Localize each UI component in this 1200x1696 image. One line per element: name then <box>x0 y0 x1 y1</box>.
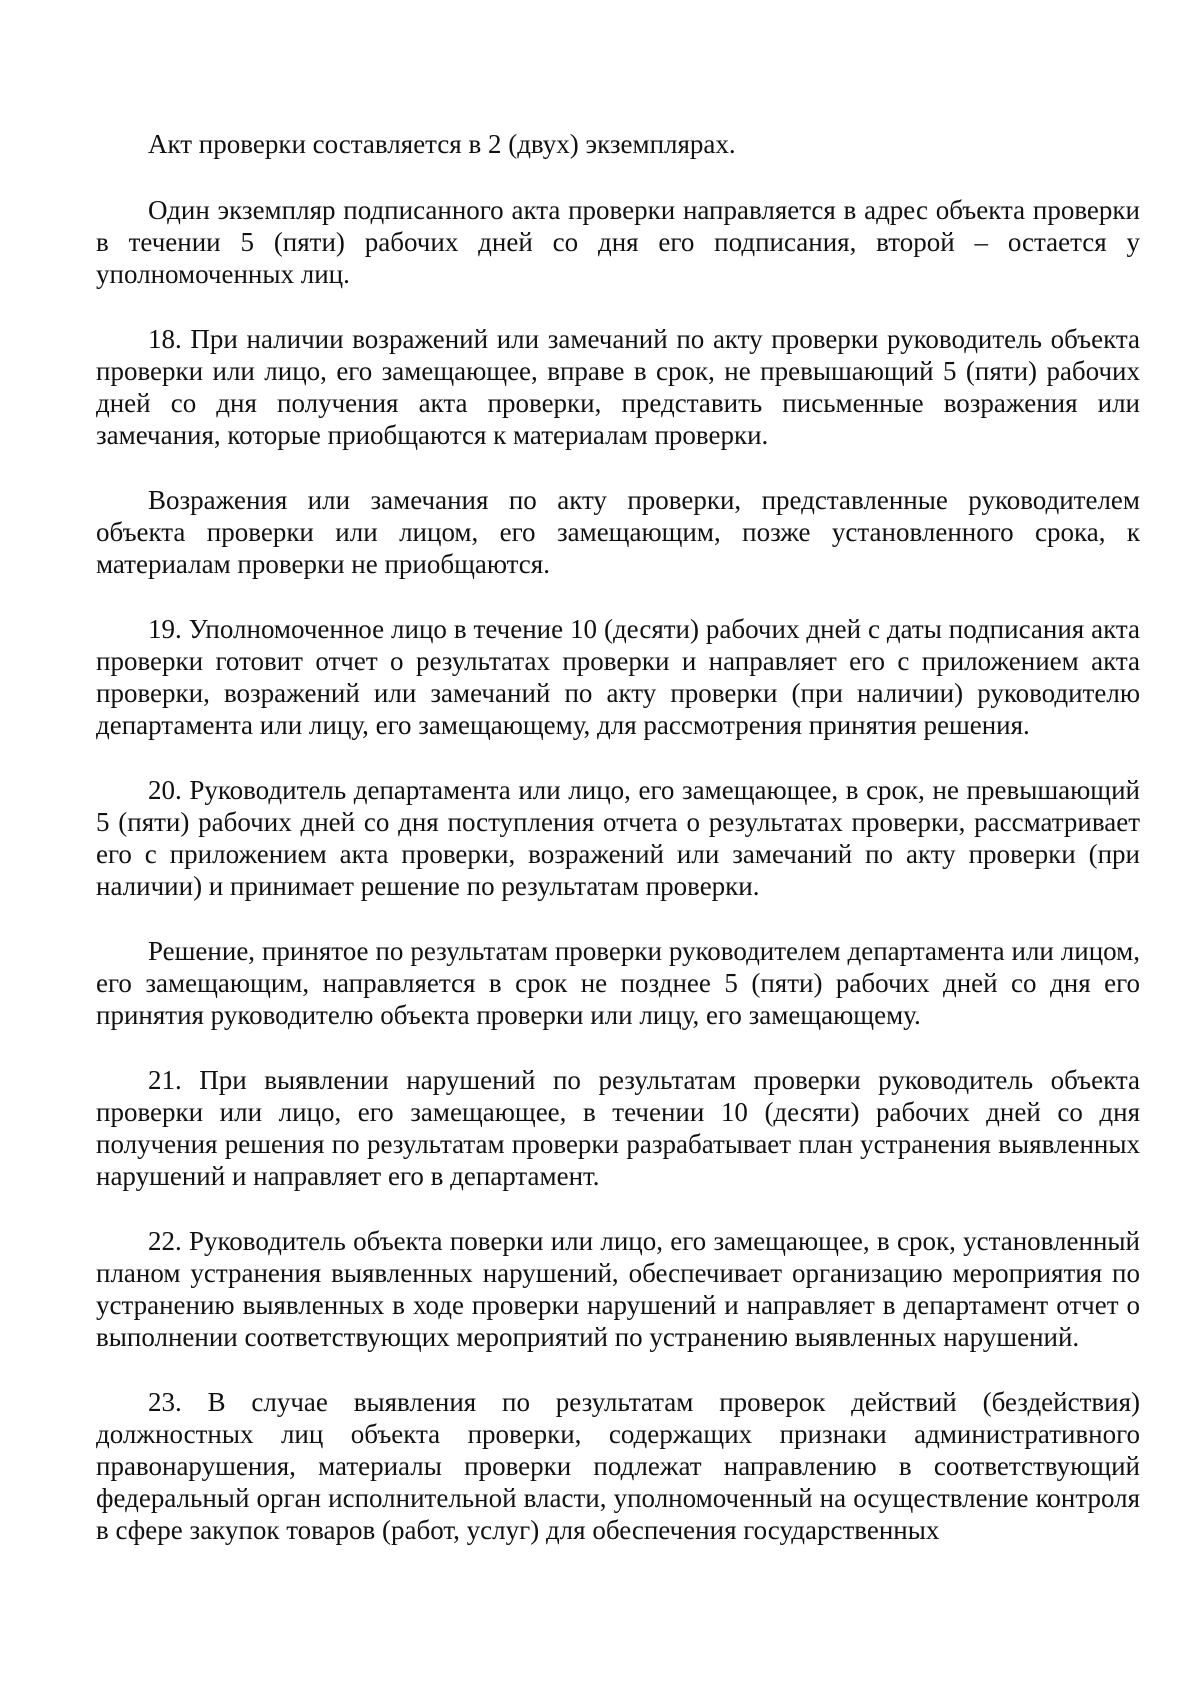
paragraph-decision-sending: Решение, принятое по результатам проверки руководителем департамента или лицом, его замещающим, направляется в срок не позднее 5 (пяти) рабочих дней со дня его принятия руководителю объекта проверки или лицу, его замещающему. <box>96 936 1140 1030</box>
paragraph-clause-19: 19. Уполномоченное лицо в течение 10 (десяти) рабочих дней с даты подписания акта проверки готовит отчет о результатах проверки и направляет его с приложением акта проверки, возражений или замечаний по акту проверки (при наличии) руководителю департамента или лицу, его замещающему, для рассмотрения принятия решения. <box>96 614 1140 740</box>
paragraph-clause-22: 22. Руководитель объекта поверки или лицо, его замещающее, в срок, установленный планом устранения выявленных нарушений, обеспечивает организацию мероприятия по устранению выявленных в ходе проверки нарушений и направляет в департамент отчет о выполнении соответствующих мероприятий по устранению выявленных нарушений. <box>96 1226 1140 1352</box>
paragraph-clause-21: 21. При выявлении нарушений по результатам проверки руководитель объекта проверки или лицо, его замещающее, в течении 10 (десяти) рабочих дней со дня получения решения по результатам проверки разрабатывает план устранения выявленных нарушений и направляет его в департамент. <box>96 1065 1140 1191</box>
paragraph-clause-18: 18. При наличии возражений или замечаний по акту проверки руководитель объекта проверки или лицо, его замещающее, вправе в срок, не превышающий 5 (пяти) рабочих дней со дня получения акта проверки, представить письменные возражения или замечания, которые приобщаются к материалам проверки. <box>96 324 1140 450</box>
paragraph-clause-20: 20. Руководитель департамента или лицо, его замещающее, в срок, не превышающий 5 (пяти) рабочих дней со дня поступления отчета о результатах проверки, рассматривает его с приложением акта проверки, возражений или замечаний по акту проверки (при наличии) и принимает решение по результатам проверки. <box>96 775 1140 901</box>
paragraph-act-copies: Акт проверки составляется в 2 (двух) экземплярах. <box>148 129 736 159</box>
paragraph-clause-23: 23. В случае выявления по результатам проверок действий (бездействия) должностных лиц объекта проверки, содержащих признаки административного правонарушения, материалы проверки подлежат направлению в соответствующий федеральный орган исполнительной власти, уполномоченный на осуществление контроля в сфере закупок товаров (работ, услуг) для обеспечения государственных <box>96 1387 1140 1545</box>
paragraph-objections-late: Возражения или замечания по акту проверки, представленные руководителем объекта проверки или лицом, его замещающим, позже установленного срока, к материалам проверки не приобщаются. <box>96 485 1140 579</box>
paragraph-act-sending: Один экземпляр подписанного акта проверки направляется в адрес объекта проверки в течении 5 (пяти) рабочих дней со дня его подписания, второй – остается у уполномоченных лиц. <box>96 195 1140 289</box>
